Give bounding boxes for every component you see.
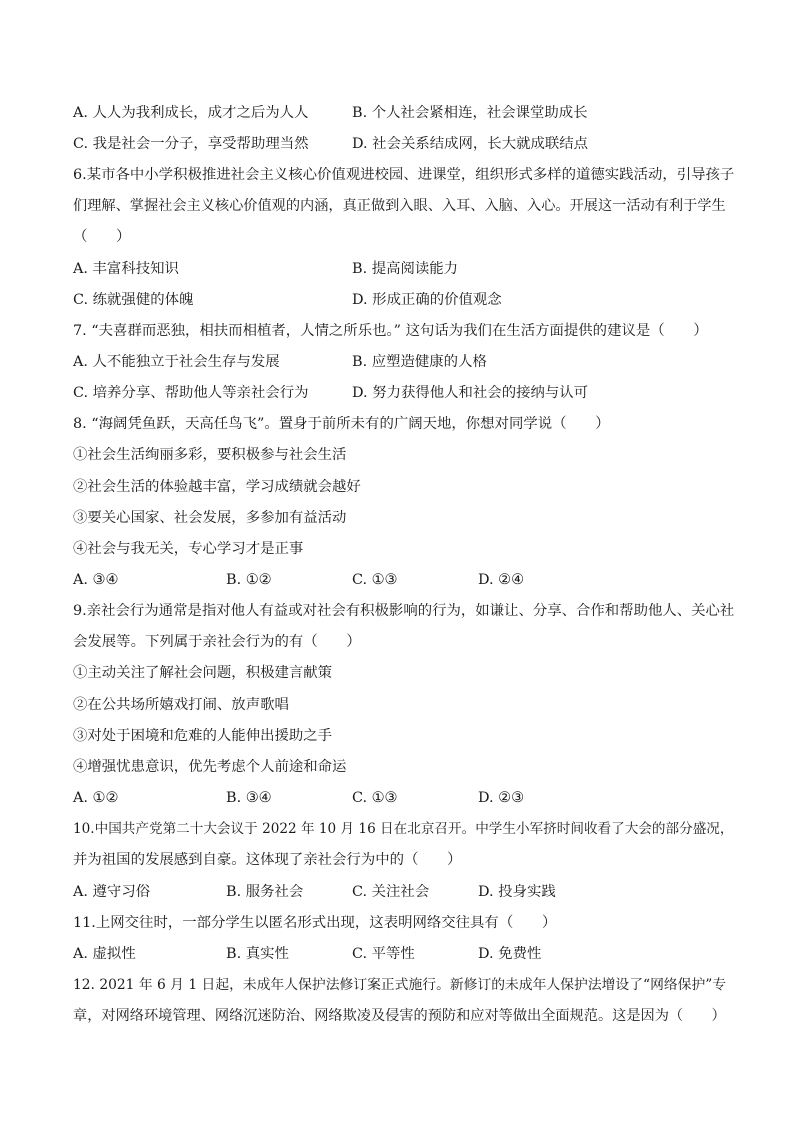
q11-option-d: D. 免费性 (478, 946, 542, 962)
q12-stem-line2: 章，对网络环境管理、网络沉迷防治、网络欺凌及侵害的预防和应对等做出全面规范。这是因为（ ） (73, 1008, 726, 1024)
q8-statement-3: ③要关心国家、社会发展，多参加有益活动 (73, 510, 347, 526)
q9-stem-line2: 会发展等。下列属于亲社会行为的有（ ） (73, 634, 361, 650)
q9-statement-2: ②在公共场所嬉戏打闹、放声歌唱 (73, 697, 289, 713)
q6-stem-line2: 们理解、掌握社会主义核心价值观的内涵，真正做到入眼、入耳、入脑、入心。开展这一活动有利于学生 (73, 198, 726, 214)
q9-option-b: B. ③④ (226, 790, 272, 806)
q5-option-c: C. 我是社会一分子，享受帮助理当然 (73, 136, 309, 152)
q7-option-b: B. 应塑造健康的人格 (352, 354, 487, 370)
q6-option-b: B. 提高阅读能力 (352, 261, 459, 277)
q8-statement-1: ①社会生活绚丽多彩，要积极参与社会生活 (73, 447, 347, 463)
q10-option-a: A. 遵守习俗 (73, 884, 151, 900)
q6-stem-line1: 6.某市各中小学积极推进社会主义核心价值观进校园、进课堂，组织形式多样的道德实践活动，引导孩子 (73, 167, 735, 183)
q7-option-a: A. 人不能独立于社会生存与发展 (73, 354, 280, 370)
q11-option-a: A. 虚拟性 (73, 946, 136, 962)
q8-option-c: C. ①③ (352, 572, 398, 588)
q5-option-b: B. 个人社会紧相连，社会课堂助成长 (352, 105, 588, 121)
q9-option-d: D. ②③ (478, 790, 524, 806)
q11-option-c: C. 平等性 (352, 946, 415, 962)
q7-option-d: D. 努力获得他人和社会的接纳与认可 (352, 385, 589, 401)
q8-option-d: D. ②④ (478, 572, 524, 588)
q6-option-d: D. 形成正确的价值观念 (352, 292, 502, 308)
q8-option-b: B. ①② (226, 572, 272, 588)
q5-option-d: D. 社会关系结成网，长大就成联结点 (352, 136, 589, 152)
q7-option-c: C. 培养分享、帮助他人等亲社会行为 (73, 385, 309, 401)
q11-option-b: B. 真实性 (226, 946, 289, 962)
q7-stem: 7. “夫喜群而恶独，相扶而相植者，人情之所乐也。” 这句话为我们在生活方面提供的建议是（ ） (73, 323, 708, 339)
q5-option-a: A. 人人为我利成长，成才之后为人人 (73, 105, 309, 121)
q8-statement-2: ②社会生活的体验越丰富，学习成绩就会越好 (73, 479, 361, 495)
q12-stem-line1: 12. 2021 年 6 月 1 日起，未成年人保护法修订案正式施行。新修订的未成年人保护法增设了“网络保护”专 (73, 977, 727, 993)
q9-statement-1: ①主动关注了解社会问题，积极建言献策 (73, 665, 333, 681)
q10-stem-line1: 10.中国共产党第二十大会议于 2022 年 10 月 16 日在北京召开。中学生小军挤时间收看了大会的部分盛况， (73, 821, 734, 837)
q9-statement-4: ④增强忧患意识，优先考虑个人前途和命运 (73, 759, 347, 775)
q9-option-a: A. ①② (73, 790, 119, 806)
q6-option-a: A. 丰富科技知识 (73, 261, 179, 277)
q6-stem-line3: （ ） (73, 229, 131, 245)
q9-option-c: C. ①③ (352, 790, 398, 806)
q8-option-a: A. ③④ (73, 572, 119, 588)
q9-stem-line1: 9.亲社会行为通常是指对他人有益或对社会有积极影响的行为，如谦让、分享、合作和帮助他人、关心社 (73, 603, 735, 619)
q9-statement-3: ③对处于困境和危难的人能伸出援助之手 (73, 728, 333, 744)
q10-option-d: D. 投身实践 (478, 884, 556, 900)
q6-option-c: C. 练就强健的体魄 (73, 292, 194, 308)
q10-option-c: C. 关注社会 (352, 884, 430, 900)
q10-stem-line2: 并为祖国的发展感到自豪。这体现了亲社会行为中的（ ） (73, 852, 462, 868)
q10-option-b: B. 服务社会 (226, 884, 304, 900)
q8-statement-4: ④社会与我无关，专心学习才是正事 (73, 541, 304, 557)
q11-stem: 11.上网交往时，一部分学生以匿名形式出现，这表明网络交往具有（ ） (73, 915, 557, 931)
q8-stem: 8. “海阔凭鱼跃，天高任鸟飞”。置身于前所未有的广阔天地，你想对同学说（ ） (73, 416, 610, 432)
